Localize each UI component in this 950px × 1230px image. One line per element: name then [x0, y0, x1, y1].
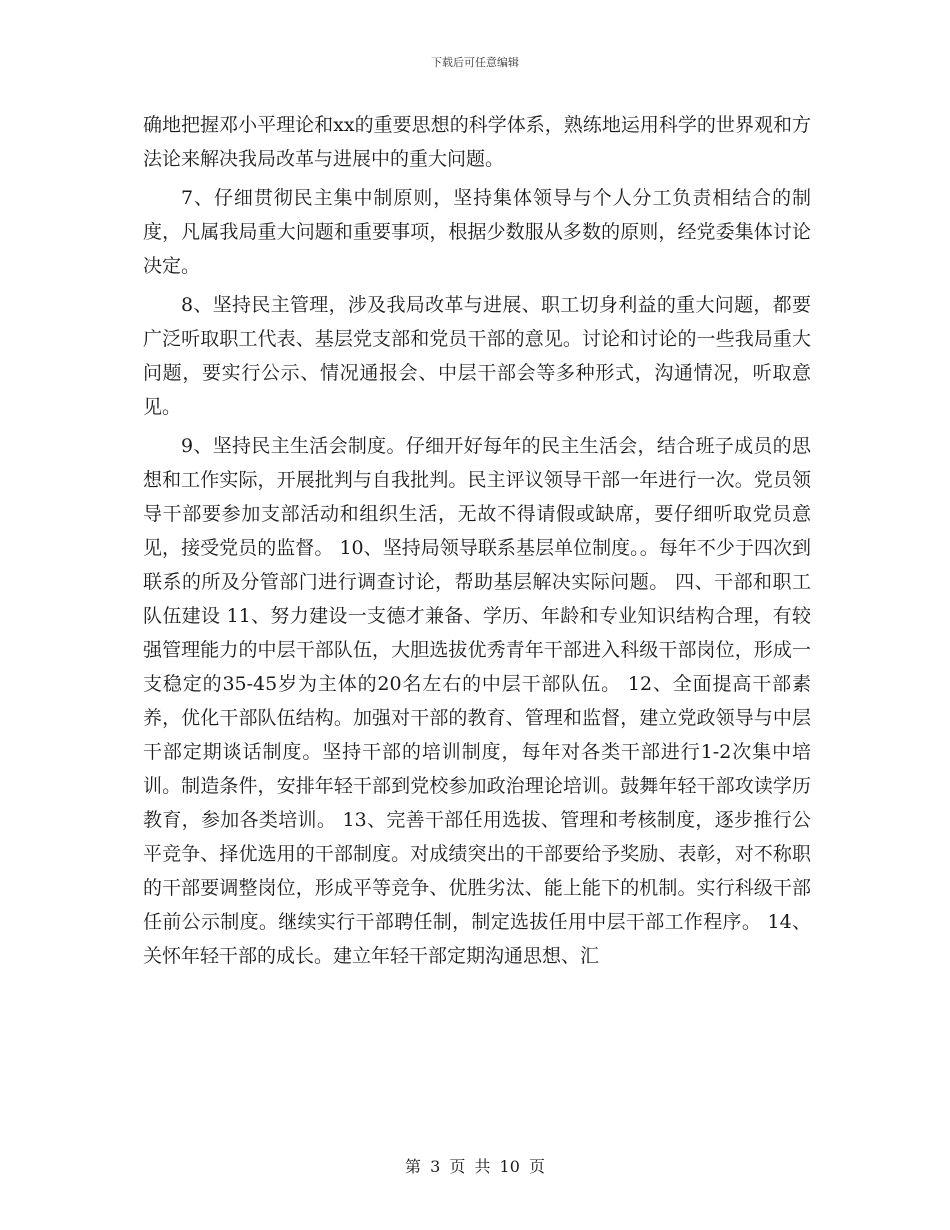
page-footer: 第 3 页 共 10 页	[405, 1157, 545, 1176]
paragraph-continuation: 确地把握邓小平理论和xx的重要思想的科学体系，熟练地运用科学的世界观和方法论来解决我局改革与进展中的重大问题。	[143, 114, 811, 170]
paragraph-item-8: 8、坚持民主管理，涉及我局改革与进展、职工切身利益的重大问题，都要广泛听取职工代表、基层党支部和党员干部的意见。讨论和讨论的一些我局重大问题，要实行公示、情况通报会、中层干部会等多种形式，沟通情况，听取意见。	[143, 294, 811, 418]
page-header: 下载后可任意编辑	[431, 56, 519, 69]
document-body	[143, 108, 811, 978]
paragraph-item-7: 7、仔细贯彻民主集中制原则，坚持集体领导与个人分工负责相结合的制度，凡属我局重大问题和重要事项，根据少数服从多数的原则，经党委集体讨论决定。	[143, 187, 811, 277]
paragraph-item-9: 9、坚持民主生活会制度。仔细开好每年的民主生活会，结合班子成员的思想和工作实际，开展批判与自我批判。民主评议领导干部一年进行一次。党员领导干部要参加支部活动和组织生活，无故不得请假或缺席，要仔细听取党员意见，接受党员的监督。 10、坚持局领导联系基层单位制度。。每年不少于四次到联系的所及分管部门进行调查讨论，帮助基层解决实际问题。 四、干部和职工队伍建设 11、努力建设一支德才兼备、学历、年龄和专业知识结构合理，有较强管理能力的中层干部队伍，大胆选拔优秀青年干部进入科级干部岗位，形成一支稳定的35-45岁为主体的20名左右的中层干部队伍。 12、全面提高干部素养，优化干部队伍结构。加强对干部的教育、管理和监督，建立党政领导与中层干部定期谈话制度。坚持干部的培训制度，每年对各类干部进行1-2次集中培训。制造条件，安排年轻干部到党校参加政治理论培训。鼓舞年轻干部攻读学历教育，参加各类培训。 13、完善干部任用选拔、管理和考核制度，逐步推行公平竞争、择优选用的干部制度。对成绩突出的干部要给予奖励、表彰，对不称职的干部要调整岗位，形成平等竞争、优胜劣汰、能上能下的机制。实行科级干部任前公示制度。继续实行干部聘任制，制定选拔任用中层干部工作程序。 14、关怀年轻干部的成长。建立年轻干部定期沟通思想、汇	[143, 435, 811, 967]
